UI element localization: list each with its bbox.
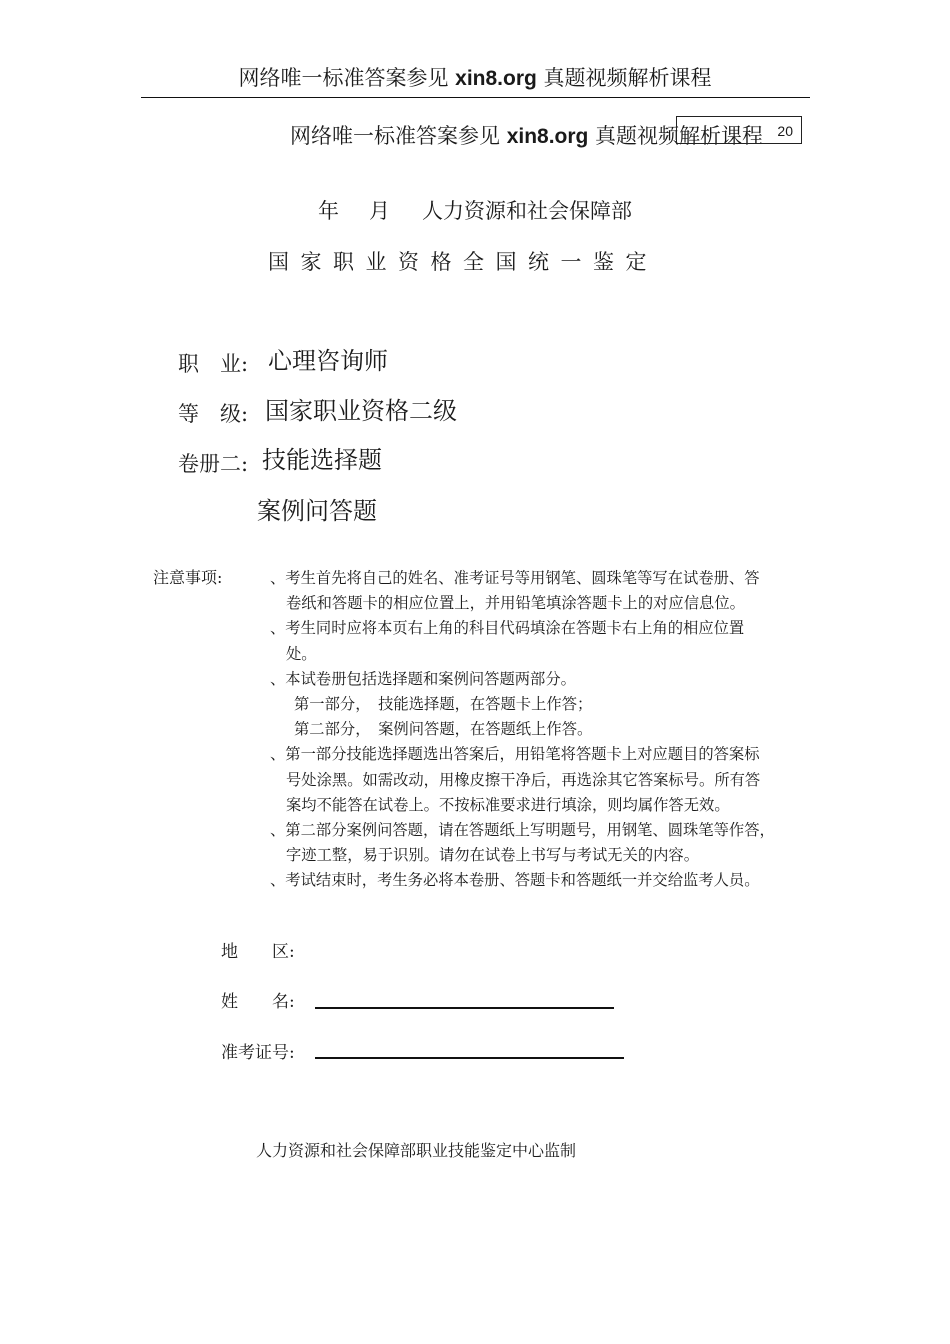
- exam-title: 国家职业资格全国统一鉴定: [268, 250, 658, 274]
- date-line: [318, 195, 632, 225]
- subject-code: 20: [777, 123, 793, 139]
- note-line: 案均不能答在试卷上。不按标准要求进行填涂，则均属作答无效。: [286, 795, 730, 814]
- region-label: 地 区:: [221, 942, 295, 962]
- subheader-text: 网络唯一标准答案参见 xin8.org 真题视频解析课程: [290, 124, 764, 148]
- occupation-label: 职 业:: [178, 352, 249, 376]
- occupation-value: 心理咨询师: [268, 347, 388, 375]
- year-label: 年: [318, 199, 339, 223]
- volume-value-skills: 技能选择题: [262, 446, 382, 474]
- note-line: 处。: [286, 644, 317, 663]
- notes-list: [270, 566, 815, 893]
- subject-code-box: [676, 116, 802, 144]
- note-line: 卷纸和答题卡的相应位置上，并用铅笔填涂答题卡上的对应信息位。: [286, 594, 745, 613]
- note-line: 、考生同时应将本页右上角的科目代码填涂在答题卡右上角的相应位置: [270, 619, 745, 638]
- footer-text: 人力资源和社会保障部职业技能鉴定中心监制: [256, 1141, 577, 1160]
- volume-label: 卷册二:: [178, 452, 249, 476]
- exam-id-input-line[interactable]: [315, 1057, 624, 1059]
- note-line: 、考生首先将自己的姓名、准考证号等用钢笔、圆珠笔等写在试卷册、答: [270, 569, 760, 587]
- name-label: 姓 名:: [221, 992, 295, 1012]
- note-line: 、第二部分案例问答题，请在答题纸上写明题号，用钢笔、圆珠笔等作答，: [270, 820, 775, 839]
- header-text: 网络唯一标准答案参见 xin8.org 真题视频解析课程: [238, 66, 712, 90]
- note-line: 第二部分， 案例问答题，在答题纸上作答。: [294, 720, 593, 739]
- volume-value-cases: 案例问答题: [257, 497, 377, 525]
- exam-id-label: 准考证号:: [221, 1043, 295, 1063]
- organization-name: 人力资源和社会保障部: [422, 199, 632, 223]
- header-rule: [141, 97, 810, 98]
- note-line: 、考试结束时，考生务必将本卷册、答题卡和答题纸一并交给监考人员。: [270, 871, 760, 890]
- note-line: 、本试卷册包括选择题和案例问答题两部分。: [270, 669, 576, 688]
- name-input-line[interactable]: [315, 1007, 614, 1009]
- month-label: 月: [369, 199, 390, 223]
- note-line: 第一部分， 技能选择题，在答题卡上作答；: [294, 694, 593, 713]
- level-label: 等 级:: [178, 402, 249, 426]
- note-line: 、第一部分技能选择题选出答案后，用铅笔将答题卡上对应题目的答案标: [270, 745, 760, 764]
- notes-label: 注意事项:: [153, 568, 223, 587]
- level-value: 国家职业资格二级: [265, 397, 457, 425]
- note-line: 字迹工整，易于识别。请勿在试卷上书写与考试无关的内容。: [286, 846, 700, 865]
- note-line: 号处涂黑。如需改动，用橡皮擦干净后，再选涂其它答案标号。所有答: [286, 770, 761, 789]
